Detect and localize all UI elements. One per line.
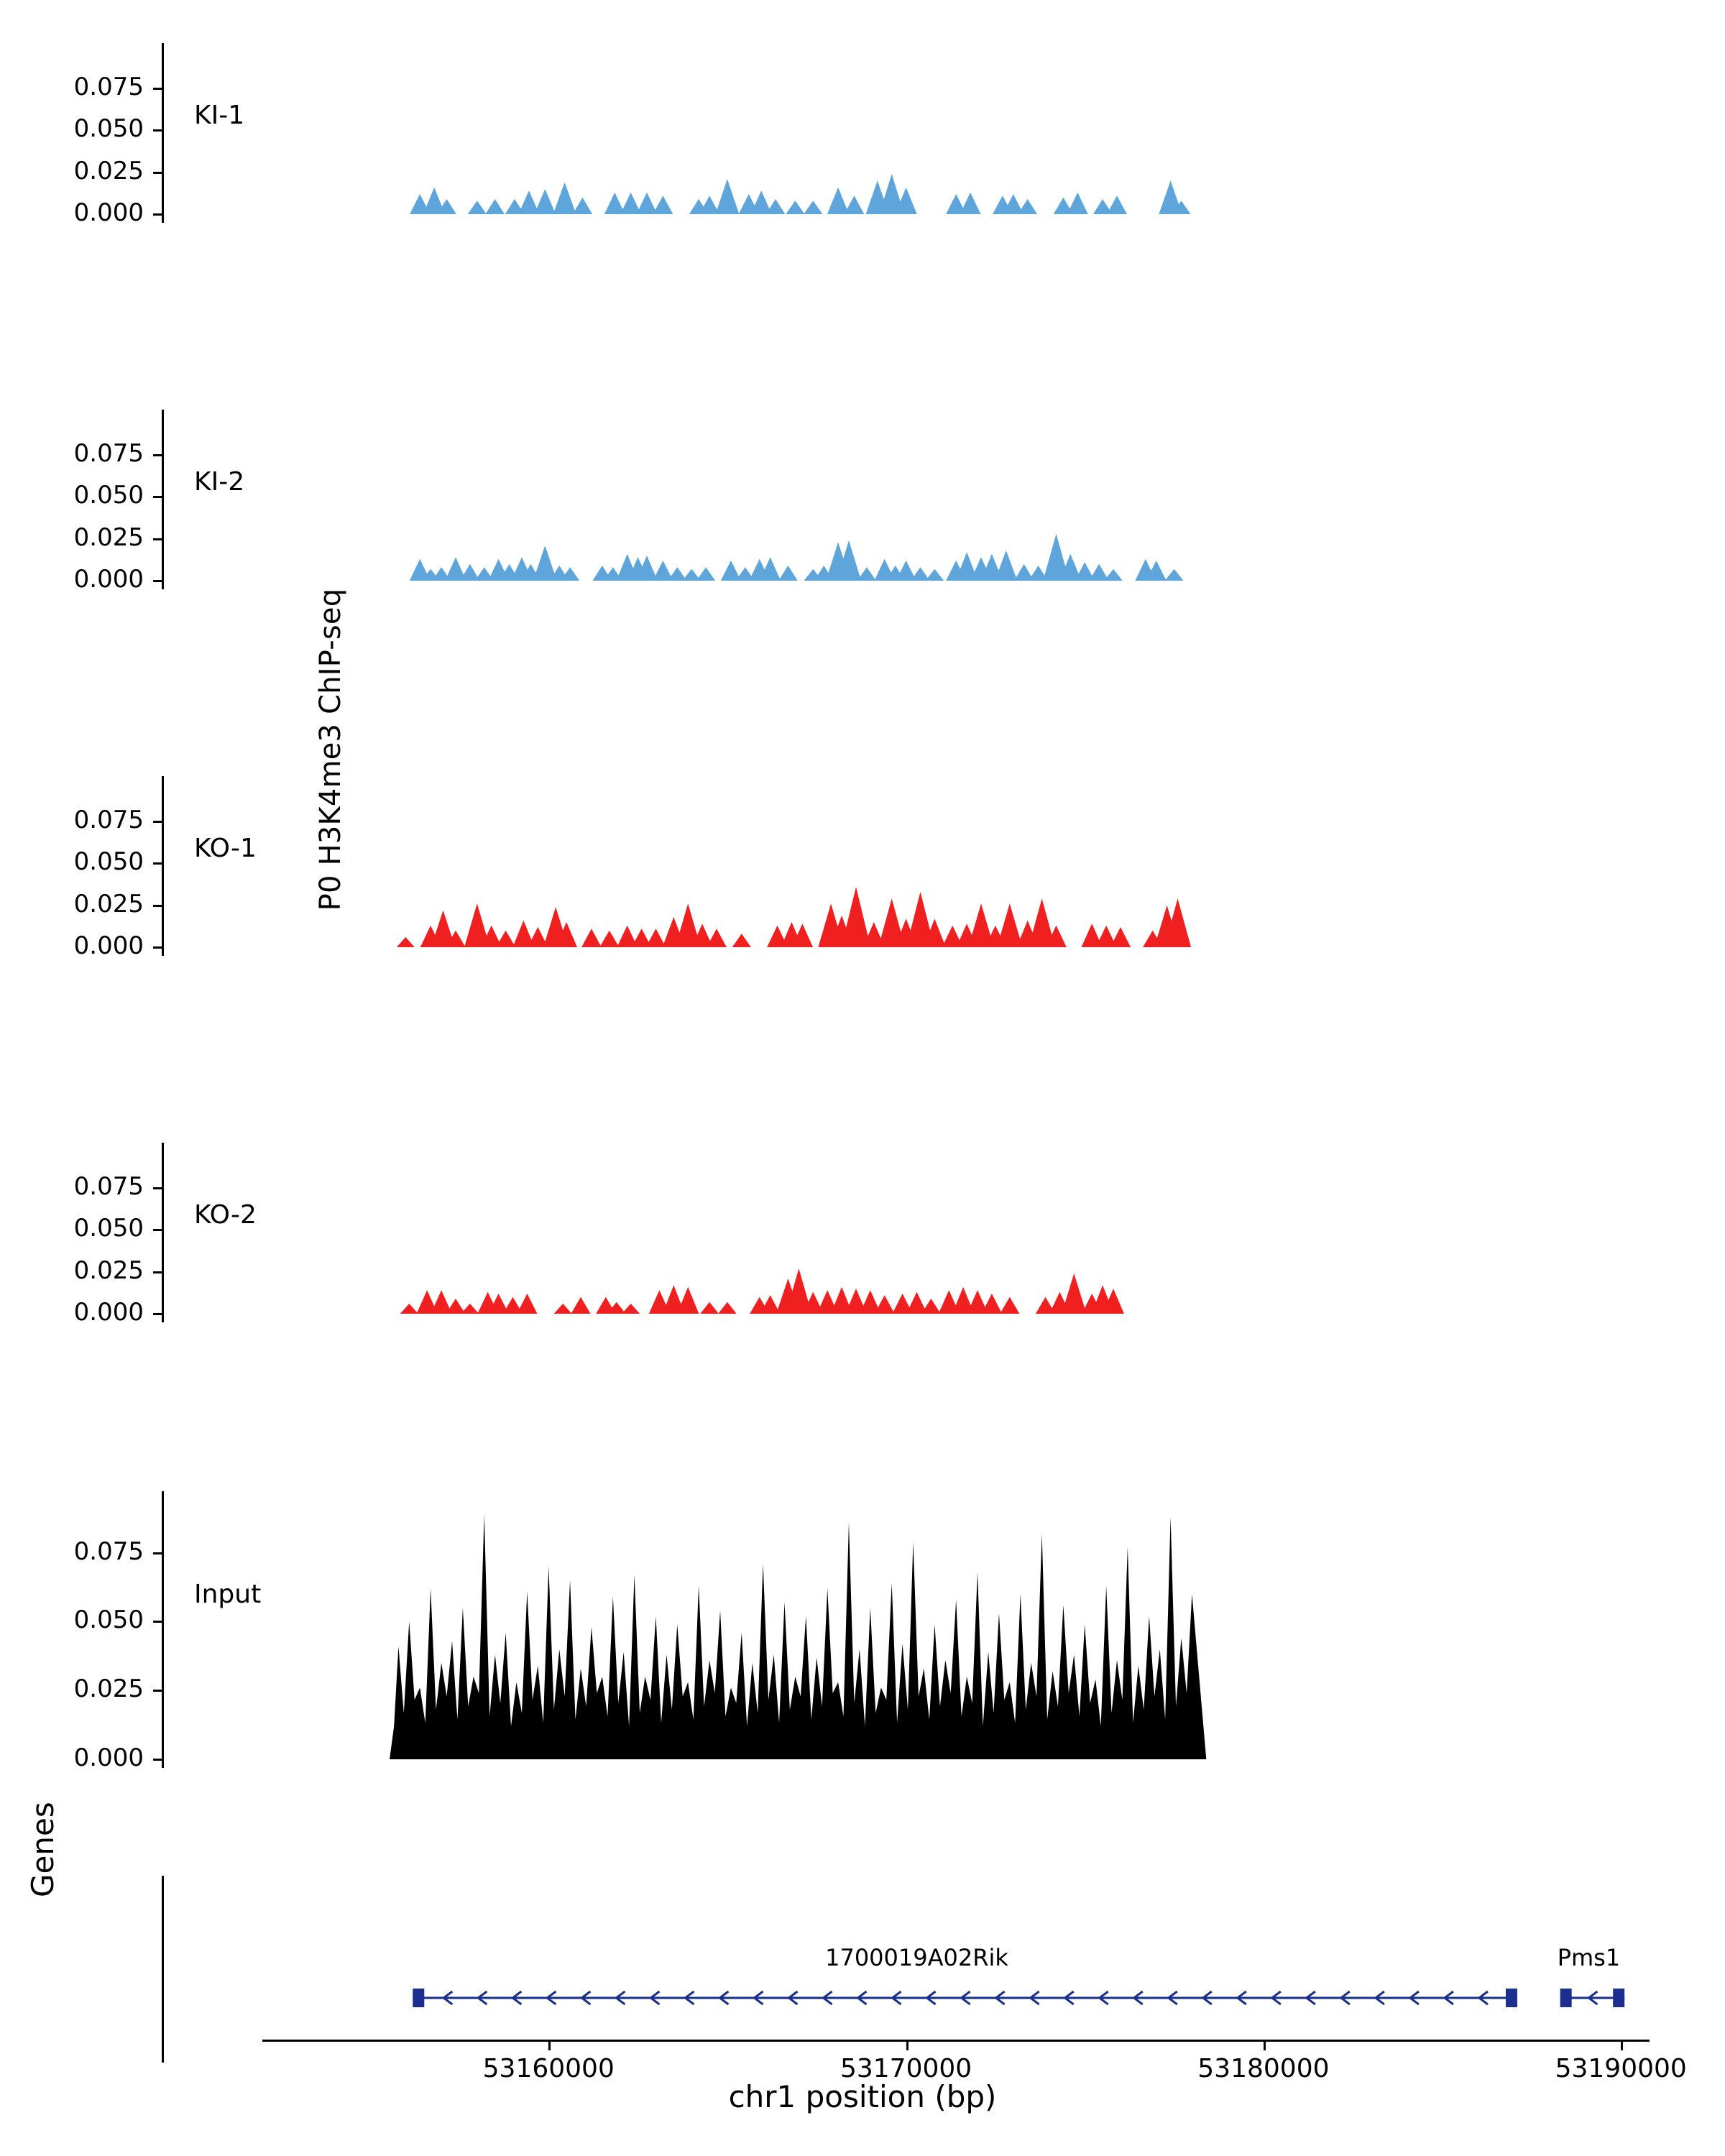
y-tick-mark (153, 1690, 162, 1692)
y-tick-mark (153, 1552, 162, 1554)
y-tick-mark (153, 1621, 162, 1623)
x-tick-label: 53180000 (1197, 2054, 1330, 2083)
y-tick-mark (153, 821, 162, 823)
track-input (73, 1491, 1700, 1772)
signal-area (162, 1143, 1700, 1322)
y-tick-label: 0.000 (73, 1743, 144, 1772)
track-ko-2 (73, 1143, 1700, 1327)
y-tick-label: 0.050 (73, 847, 144, 877)
signal-area (162, 410, 1700, 589)
y-tick-mark (153, 129, 162, 132)
y-tick-mark (153, 1187, 162, 1189)
x-axis-label: chr1 position (bp) (728, 2079, 997, 2114)
x-axis (162, 2040, 1700, 2083)
y-tick-mark (153, 905, 162, 907)
y-tick-mark (153, 1313, 162, 1315)
genes-panel-label: Genes (25, 1802, 60, 1897)
y-tick-mark (153, 496, 162, 498)
track-ki-2 (73, 410, 1700, 594)
signal-area (162, 43, 1700, 223)
track-name-ko-2: KO-2 (194, 1200, 257, 1230)
y-tick-label: 0.075 (73, 1537, 144, 1566)
x-tick-mark (906, 2042, 908, 2050)
gene-label: 1700019A02Rik (825, 1944, 1008, 1971)
y-tick-label: 0.050 (73, 1214, 144, 1243)
y-tick-mark (153, 1229, 162, 1231)
y-tick-label: 0.050 (73, 114, 144, 144)
x-tick-label: 53170000 (840, 2054, 972, 2083)
y-tick-label: 0.000 (73, 198, 144, 227)
y-tick-label: 0.025 (73, 156, 144, 185)
track-name-ki-2: KI-2 (194, 467, 245, 497)
track-ki-1 (73, 43, 1700, 227)
y-tick-label: 0.000 (73, 931, 144, 960)
track-name-ko-1: KO-1 (194, 834, 257, 863)
y-tick-mark (153, 580, 162, 582)
y-tick-label: 0.075 (73, 73, 144, 101)
y-tick-label: 0.050 (73, 1606, 144, 1635)
y-tick-mark (153, 454, 162, 456)
signal-area (162, 776, 1700, 956)
y-tick-label: 0.025 (73, 1674, 144, 1704)
gene-label: Pms1 (1557, 1944, 1621, 1971)
x-tick-mark (548, 2042, 551, 2050)
y-tick-label: 0.050 (73, 481, 144, 510)
y-tick-label: 0.075 (73, 806, 144, 834)
y-tick-mark (153, 172, 162, 174)
y-tick-mark (153, 862, 162, 865)
x-tick-label: 53190000 (1555, 2054, 1687, 2083)
y-tick-label: 0.000 (73, 565, 144, 594)
y-tick-mark (153, 1759, 162, 1761)
track-ko-1 (73, 776, 1700, 960)
x-tick-mark (1621, 2042, 1623, 2050)
genes-axis-line (162, 1876, 164, 2063)
y-tick-mark (153, 538, 162, 540)
genes-panel (162, 1876, 1700, 2063)
track-name-input: Input (194, 1580, 262, 1610)
y-tick-mark (153, 946, 162, 949)
y-tick-label: 0.075 (73, 439, 144, 468)
y-tick-label: 0.000 (73, 1298, 144, 1327)
y-axis-label: P0 H3K4me3 ChIP-seq (314, 588, 347, 911)
y-tick-label: 0.025 (73, 1256, 144, 1285)
track-name-ki-1: KI-1 (194, 101, 245, 130)
x-axis-line (262, 2040, 1650, 2042)
x-tick-mark (1264, 2042, 1266, 2050)
y-tick-label: 0.075 (73, 1172, 144, 1201)
y-tick-label: 0.025 (73, 889, 144, 918)
y-tick-mark (153, 1271, 162, 1273)
y-tick-mark (153, 213, 162, 216)
y-tick-label: 0.025 (73, 522, 144, 552)
y-tick-mark (153, 88, 162, 90)
signal-area (162, 1491, 1700, 1768)
x-tick-label: 53160000 (482, 2054, 615, 2083)
